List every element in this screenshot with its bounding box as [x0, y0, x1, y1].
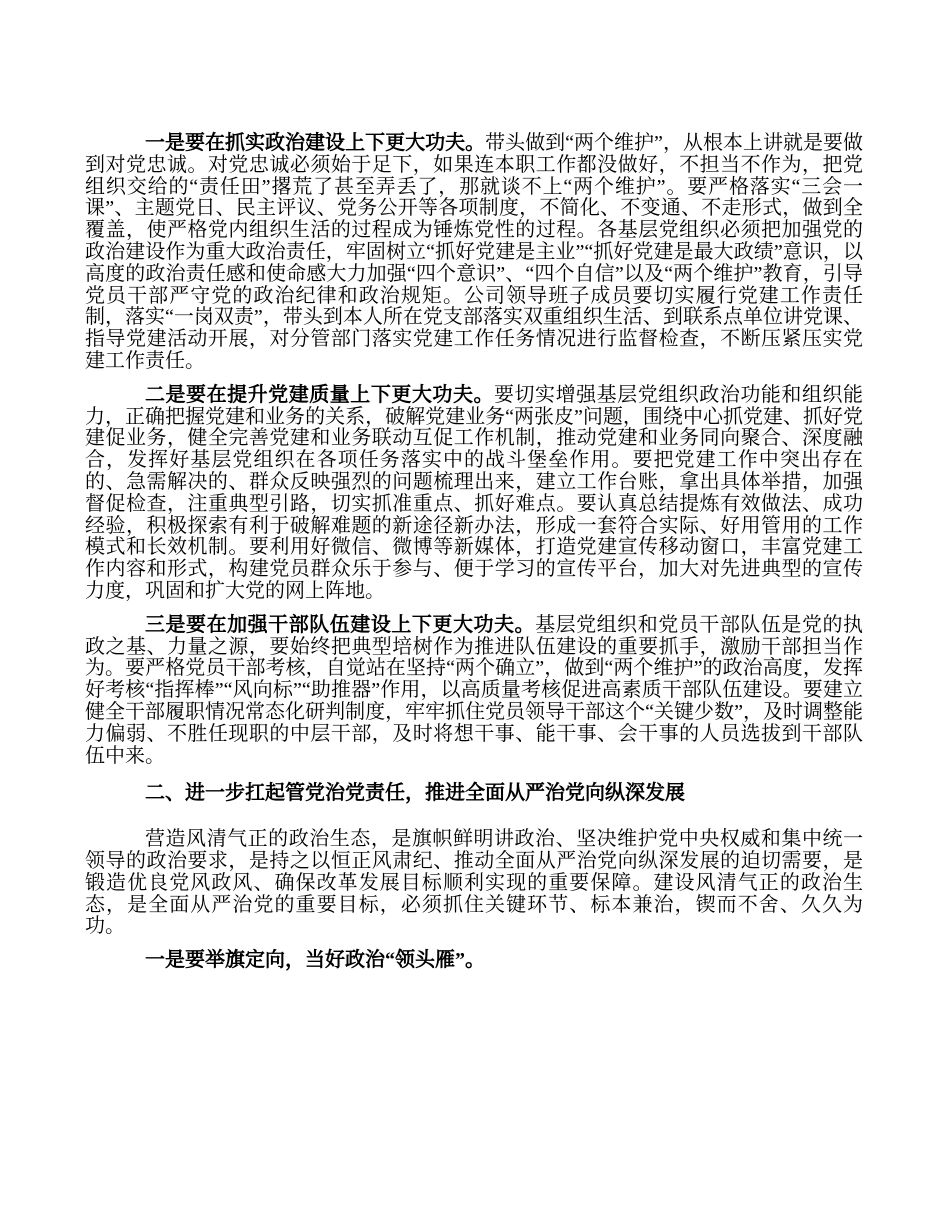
- document-paragraph: [85, 829, 863, 938]
- paragraph-text: 要切实增强基层党组织政治功能和组织能力，正确把握党建和业务的关系，破解党建业务“两张皮”问题，围绕中心抓党建、抓好党建促业务，健全完善党建和业务联动互促工作机制，推动党建和业务同向聚合、深度融合，发挥好基层党组织在各项任务落实中的战斗堡垒作用。要把党建工作中突出存在的、急需解决的、群众反映强烈的问题梳理出来，建立工作台账，拿出具体举措，加强督促检查，注重典型引路，切实抓准重点、抓好难点。要认真总结提炼有效做法、成功经验，积极探索有利于破解难题的新途径新办法，形成一套符合实际、好用管用的工作模式和长效机制。要利用好微信、微博等新媒体，打造党建宣传移动窗口，丰富党建工作内容和形式，构建党员群众乐于参与、便于学习的宣传平台，加大对先进典型的宣传力度，巩固和扩大党的网上阵地。: [85, 383, 863, 602]
- document-paragraph: [85, 950, 863, 972]
- paragraph-lead: 二、进一步扛起管党治党责任，推进全面从严治党向纵深发展: [145, 782, 685, 805]
- paragraph-text: 带头做到“两个维护”，从根本上讲就是要做到对党忠诚。对党忠诚必须始于足下，如果连本职工作都没做好，不担当不作为，把党组织交给的“责任田”撂荒了甚至弄丢了，那就谈不上“两个维护”。要严格落实“三会一课”、主题党日、民主评议、党务公开等各项制度，不简化、不变通、不走形式，做到全覆盖，使严格党内组织生活的过程成为锤炼党性的过程。各基层党组织必须把加强党的政治建设作为重大政治责任，牢固树立“抓好党建是主业”“抓好党建是最大政绩”意识，以高度的政治责任感和使命感大力加强“四个意识”、“四个自信”以及“两个维护”教育，引导党员干部严守党的政治纪律和政治规矩。公司领导班子成员要切实履行党建工作责任制，落实“一岗双责”，带头到本人所在党支部落实双重组织生活、到联系点单位讲党课、指导党建活动开展，对分管部门落实党建工作任务情况进行监督检查，不断压紧压实党建工作责任。: [85, 132, 864, 372]
- paragraph-lead: 三是要在加强干部队伍建设上下更大功夫。: [145, 613, 536, 636]
- paragraph-lead: 一是要举旗定向，当好政治“领头雁”。: [145, 949, 485, 972]
- paragraph-lead: 二是要在提升党建质量上下更大功夫。: [145, 383, 494, 406]
- paragraph-text: 基层党组织和党员干部队伍是党的执政之基、力量之源，要始终把典型培树作为推进队伍建设的重要抓手，激励干部担当作为。要严格党员干部考核，自觉站在坚持“两个确立”，做到“两个维护”的政治高度，发挥好考核“指挥棒”“风向标”“助推器”作用，以高质量考核促进高素质干部队伍建设。要建立健全干部履职情况常态化研判制度，牢牢抓住党员领导干部这个“关键少数”，及时调整能力偏弱、不胜任现职的中层干部，及时将想干事、能干事、会干事的人员选拔到干部队伍中来。: [85, 613, 864, 767]
- document-paragraph: [85, 615, 863, 768]
- section-heading: [85, 783, 863, 805]
- document-paragraph: [85, 133, 863, 373]
- document-paragraph: [85, 385, 863, 603]
- document-content: [85, 133, 863, 972]
- paragraph-text: 营造风清气正的政治生态，是旗帜鲜明讲政治、坚决维护党中央权威和集中统一领导的政治要求，是持之以恒正风肃纪、推动全面从严治党向纵深发展的迫切需要，是锻造优良党风政风、确保改革发展目标顺利实现的重要保障。建设风清气正的政治生态，是全面从严治党的重要目标，必须抓住关键环节、标本兼治，锲而不舍、久久为功。: [85, 828, 863, 938]
- paragraph-lead: 一是要在抓实政治建设上下更大功夫。: [145, 132, 486, 154]
